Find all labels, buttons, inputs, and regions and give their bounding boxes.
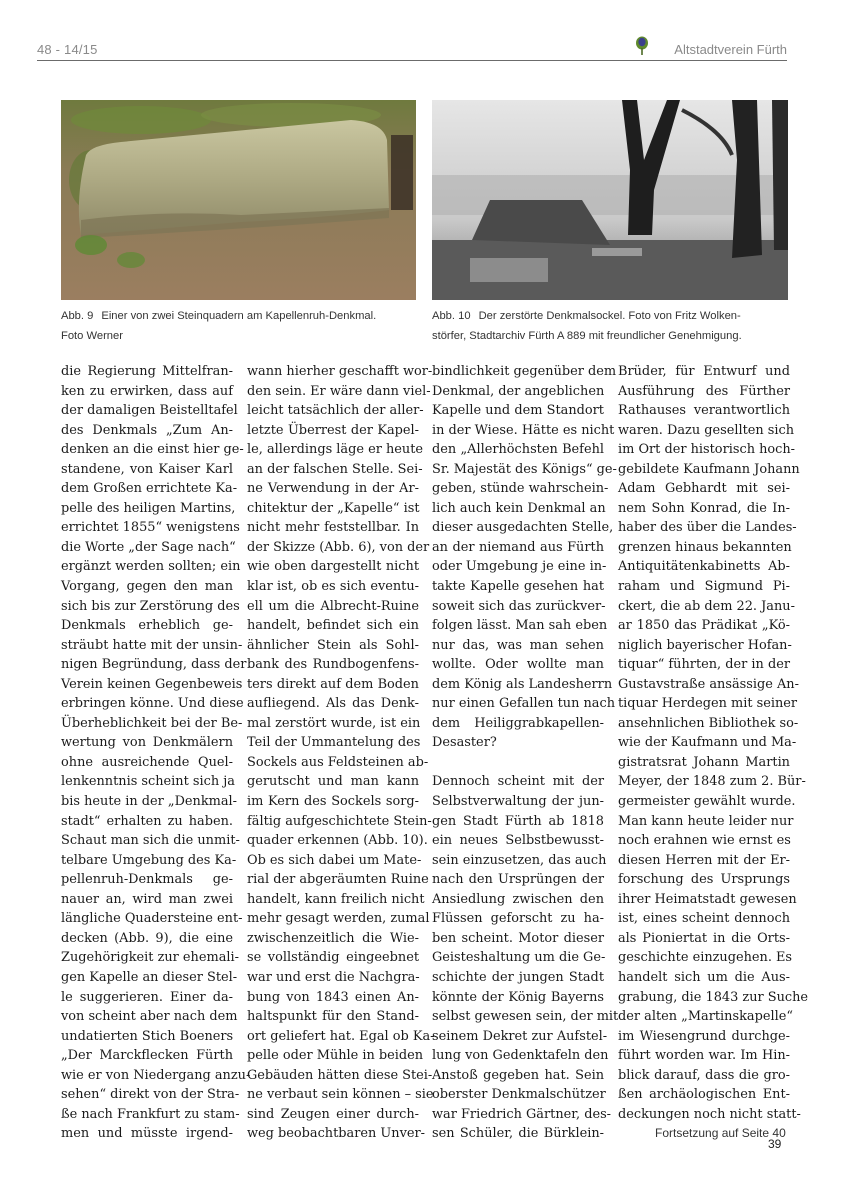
text-line: waren. Dazu gesellten sich bbox=[618, 422, 795, 438]
text-line: Ob es sich dabei um Mate- bbox=[247, 852, 422, 868]
text-line: men und müsste irgend- bbox=[61, 1126, 233, 1142]
text-line: wertung von Denkmälern bbox=[61, 735, 233, 751]
text-line: pellenruh-Denkmals ge- bbox=[61, 872, 233, 888]
text-line: zwischenzeitlich die Wie- bbox=[247, 930, 419, 946]
text-line: chitektur der „Kapelle“ ist bbox=[247, 500, 420, 516]
text-line: die Regierung Mittelfran- bbox=[61, 364, 233, 379]
text-line: dem Großen errichtete Ka- bbox=[61, 481, 238, 497]
text-line: sträubt hatte mit der unsin- bbox=[61, 637, 243, 653]
text-line: schichte der jungen Stadt bbox=[432, 969, 604, 985]
text-line: der Skizze (Abb. 6), von der bbox=[247, 539, 430, 555]
text-line: blick darauf, dass die gro- bbox=[618, 1067, 790, 1083]
text-line: im Ort der historisch hoch- bbox=[618, 442, 796, 458]
text-line: bis heute in der „Denkmal- bbox=[61, 794, 238, 810]
text-line: führt worden war. Im Hin- bbox=[618, 1048, 790, 1064]
text-line: standene, von Kaiser Karl bbox=[61, 461, 233, 477]
caption-text: Der zerstörte Denkmalsockel. Foto von Fritz Wolken- bbox=[478, 310, 741, 322]
text-column-3 bbox=[432, 362, 619, 1144]
caption-text: Einer von zwei Steinquadern am Kapellenruh-Denkmal. bbox=[101, 310, 377, 322]
text-line: im Wiesengrund durchge- bbox=[618, 1028, 790, 1044]
text-line: Überheblichkeit bei der Be- bbox=[61, 715, 243, 731]
text-line: se vollständig eingeebnet bbox=[247, 950, 419, 966]
text-line: wie er von Niedergang anzu- bbox=[61, 1067, 251, 1083]
brand-name: Altstadtverein Fürth bbox=[674, 42, 787, 57]
text-line: letzte Überrest der Kapel- bbox=[247, 422, 419, 438]
figure-label: Abb. 10 bbox=[432, 310, 471, 322]
text-line: leicht tatsächlich der aller- bbox=[247, 403, 424, 419]
text-column-4 bbox=[618, 362, 809, 1124]
text-line: wollte. Oder wollte man bbox=[432, 657, 604, 673]
text-line: ters direkt auf dem Boden bbox=[247, 676, 419, 692]
text-line: erbringen könne. Und diese bbox=[61, 696, 244, 712]
text-line: Ansiedlung zwischen den bbox=[432, 891, 604, 907]
text-line: Desaster? bbox=[432, 735, 497, 751]
text-line: Verein keinen Gegenbeweis bbox=[61, 676, 243, 692]
text-line: Gebäuden hätten diese Stei- bbox=[247, 1067, 433, 1083]
text-line: Sr. Majestät des Königs“ ge- bbox=[432, 461, 617, 477]
text-line: ihrer Heimatstadt gewesen bbox=[618, 891, 797, 907]
text-line: sich bis zur Zerstörung des bbox=[61, 598, 240, 614]
text-line: Vorgang, gegen den man bbox=[61, 579, 233, 595]
text-line: denken an die einst hier ge- bbox=[61, 442, 244, 458]
text-line: Kapelle und dem Standort bbox=[432, 403, 604, 419]
text-line: errichtet 1855“ wenigstens bbox=[61, 520, 240, 536]
text-line: fältig aufgeschichtete Stein- bbox=[247, 813, 432, 829]
figure-10-caption bbox=[432, 306, 792, 346]
text-line: Denkmals erheblich ge- bbox=[61, 618, 233, 634]
caption-credit: Foto Werner bbox=[61, 330, 123, 342]
text-line: die Worte „der Sage nach“ bbox=[61, 539, 236, 555]
text-line: quader erkennen (Abb. 10). bbox=[247, 833, 428, 849]
text-line: grenzen hinaus bekannten bbox=[618, 539, 792, 555]
figure-10-photo bbox=[432, 100, 788, 300]
text-line: seinem Dekret zur Aufstel- bbox=[432, 1028, 608, 1044]
text-line: niglich bayerischer Hofan- bbox=[618, 637, 792, 653]
text-line: „Der Marckflecken Fürth bbox=[61, 1048, 233, 1064]
text-line: Man kann heute leider nur bbox=[618, 813, 794, 829]
text-line: ar 1850 das Prädikat „Kö- bbox=[618, 618, 790, 634]
text-line: wann hierher geschafft wor- bbox=[247, 364, 433, 379]
text-line: handelt, kann freilich nicht bbox=[247, 891, 425, 907]
text-line: ken zu erwirken, dass auf bbox=[61, 383, 233, 399]
text-line: takte Kapelle gesehen hat bbox=[432, 579, 604, 595]
text-line: den sein. Er wäre dann viel- bbox=[247, 383, 431, 399]
text-line: Denkmal, der angeblichen bbox=[432, 383, 605, 399]
text-line: den „Allerhöchsten Befehl bbox=[432, 442, 604, 458]
text-line: lung von Gedenktafeln den bbox=[432, 1048, 609, 1064]
tree-logo-icon bbox=[635, 36, 649, 56]
text-line: noch erahnen wie ernst es bbox=[618, 833, 791, 849]
text-line: nach den Ursprüngen der bbox=[432, 872, 604, 888]
text-line: im Kern des Sockels sorg- bbox=[247, 794, 419, 810]
text-line: decken (Abb. 9), die eine bbox=[61, 930, 233, 946]
text-line: bank des Rundbogenfens- bbox=[247, 657, 419, 673]
text-line: sein einzusetzen, das auch bbox=[432, 852, 607, 868]
text-line: an der niemand aus Fürth bbox=[432, 539, 604, 555]
text-line: tiquar“ führten, der in der bbox=[618, 657, 790, 673]
text-line: ßen archäologischen Ent- bbox=[618, 1087, 790, 1103]
text-line: le, allerdings läge er heute bbox=[247, 442, 424, 458]
issue-number: 48 - 14/15 bbox=[37, 42, 98, 57]
text-line: in der Wiese. Hätte es nicht bbox=[432, 422, 615, 438]
text-line: geschichte einzugehen. Es bbox=[618, 950, 793, 966]
text-line: ein neues Selbstbewusst- bbox=[432, 833, 604, 849]
text-line: nur das, was man sehen bbox=[432, 637, 604, 653]
text-column-1 bbox=[61, 362, 251, 1144]
text-line: klar ist, ob es sich eventu- bbox=[247, 579, 419, 595]
text-line: Zugehörigkeit zur ehemali- bbox=[61, 950, 240, 966]
text-line: Antiquitätenkabinetts Ab- bbox=[618, 559, 790, 575]
text-line: nur einen Gefallen tun nach bbox=[432, 696, 615, 712]
text-line: ne Verwendung in der Ar- bbox=[247, 481, 419, 497]
text-line: des Denkmals „Zum An- bbox=[61, 422, 233, 438]
text-line: gen Stadt Fürth ab 1818 bbox=[432, 813, 604, 829]
text-line: als Pioniertat in die Orts- bbox=[618, 930, 790, 946]
text-line: undatierten Stich Boeners bbox=[61, 1028, 234, 1044]
text-line: gistratsrat Johann Martin bbox=[618, 754, 790, 770]
text-line: Teil der Ummantelung des bbox=[247, 735, 421, 751]
text-line: ne verbaut sein können – sie bbox=[247, 1087, 434, 1103]
text-line: Ausführung des Fürther bbox=[618, 383, 790, 399]
text-line: deckungen noch nicht statt- bbox=[618, 1106, 801, 1122]
text-line: Brüder, für Entwurf und bbox=[618, 364, 790, 379]
text-line: handelt, befindet sich ein bbox=[247, 618, 419, 634]
text-line: grabung, die 1843 zur Suche bbox=[618, 989, 809, 1005]
page-number: 39 bbox=[768, 1137, 782, 1151]
text-line: stadt“ erhalten zu haben. bbox=[61, 813, 233, 829]
text-line: oberster Denkmalschützer bbox=[432, 1087, 606, 1103]
text-line: lenkenntnis scheint sich ja bbox=[61, 774, 235, 790]
text-line: Selbstverwaltung der jun- bbox=[432, 794, 604, 810]
paragraph-gap bbox=[432, 753, 604, 773]
text-line: der damaligen Beistelltafel bbox=[61, 403, 238, 419]
text-line: selbst gewesen sein, der mit bbox=[432, 1009, 619, 1025]
figure-9-caption bbox=[61, 306, 421, 346]
text-line: raham und Sigmund Pi- bbox=[618, 579, 790, 595]
text-line: Schaut man sich die unmit- bbox=[61, 833, 240, 849]
text-line: germeister gewählt wurde. bbox=[618, 794, 796, 810]
text-line: dieser ausgedachten Stelle, bbox=[432, 520, 614, 536]
text-line: wie der Kaufmann und Ma- bbox=[618, 735, 797, 751]
page-header bbox=[37, 38, 787, 61]
text-line: ben scheint. Motor dieser bbox=[432, 930, 604, 946]
text-line: nigen Begründung, dass der bbox=[61, 657, 247, 673]
text-line: Flüssen geforscht zu ha- bbox=[432, 911, 604, 927]
text-line: haber des über die Landes- bbox=[618, 520, 797, 536]
text-line: an der falschen Stelle. Sei- bbox=[247, 461, 423, 477]
text-line: pelle des heiligen Martins, bbox=[61, 500, 236, 516]
text-line: bung von 1843 einen An- bbox=[247, 989, 419, 1005]
text-line: mal zerstört wurde, ist ein bbox=[247, 715, 421, 731]
text-line: Geisteshaltung um die Ge- bbox=[432, 950, 606, 966]
text-line: ist, eines scheint dennoch bbox=[618, 911, 790, 927]
text-line: gen Kapelle an dieser Stel- bbox=[61, 969, 238, 985]
text-line: sen Schüler, die Bürklein- bbox=[432, 1126, 604, 1142]
text-line: Anstoß gegeben hat. Sein bbox=[432, 1067, 604, 1083]
text-line: gebildete Kaufmann Johann bbox=[618, 461, 800, 477]
text-line: nem Sohn Konrad, die In- bbox=[618, 500, 790, 516]
text-line: ergänzt werden sollten; ein bbox=[61, 559, 241, 575]
text-line: pelle oder Mühle in beiden bbox=[247, 1048, 424, 1064]
text-line: ße nach Frankfurt zu stam- bbox=[61, 1106, 240, 1122]
text-line: folgen lässt. Man sah eben bbox=[432, 618, 608, 634]
text-line: le suggerieren. Einer da- bbox=[61, 989, 233, 1005]
text-line: längliche Quadersteine ent- bbox=[61, 911, 243, 927]
text-line: forschung des Ursprungs bbox=[618, 872, 790, 888]
text-line: rial der abgeräumten Ruine bbox=[247, 872, 429, 888]
text-line: ell um die Albrecht-Ruine bbox=[247, 598, 419, 614]
text-line: ohne ausreichende Quel- bbox=[61, 754, 233, 770]
text-line: oder Umgebung je eine in- bbox=[432, 559, 607, 575]
text-line: nicht mehr feststellbar. In bbox=[247, 520, 419, 536]
text-line: Adam Gebhardt mit sei- bbox=[618, 481, 790, 497]
text-line: ansehnlichen Bibliothek so- bbox=[618, 715, 799, 731]
caption-credit: störfer, Stadtarchiv Fürth A 889 mit freundlicher Genehmigung. bbox=[432, 330, 742, 342]
figure-label: Abb. 9 bbox=[61, 310, 94, 322]
text-line: dem König als Landesherrn bbox=[432, 676, 613, 692]
text-line: handelt sich um die Aus- bbox=[618, 969, 790, 985]
text-line: der alten „Martinskapelle“ bbox=[618, 1009, 793, 1025]
text-line: könnte der König Bayerns bbox=[432, 989, 604, 1005]
text-line: telbare Umgebung des Ka- bbox=[61, 852, 237, 868]
text-line: haltspunkt für den Stand- bbox=[247, 1009, 419, 1025]
text-line: dem Heiliggrabkapellen- bbox=[432, 715, 604, 731]
text-line: lich auch kein Denkmal an bbox=[432, 500, 606, 516]
text-line: weg beobachtbaren Unver- bbox=[247, 1126, 426, 1142]
text-line: war und erst die Nachgra- bbox=[247, 969, 420, 985]
text-line: ähnlicher Stein als Sohl- bbox=[247, 637, 419, 653]
continuation-note: Fortsetzung auf Seite 40 bbox=[655, 1126, 786, 1140]
text-line: von scheint aber nach dem bbox=[61, 1009, 238, 1025]
text-line: diesen Herren mit der Er- bbox=[618, 852, 790, 868]
text-line: bindlichkeit gegenüber dem bbox=[432, 364, 617, 379]
text-line: war Friedrich Gärtner, des- bbox=[432, 1106, 612, 1122]
text-line: Gustavstraße ansässige An- bbox=[618, 676, 799, 692]
text-line: gerutscht und man kann bbox=[247, 774, 419, 790]
text-line: sehen“ direkt von der Stra- bbox=[61, 1087, 240, 1103]
text-line: tiquar Herdegen mit seiner bbox=[618, 696, 798, 712]
text-line: ort geliefert hat. Egal ob Ka- bbox=[247, 1028, 435, 1044]
text-line: ckert, die ab dem 22. Janu- bbox=[618, 598, 795, 614]
text-line: soweit sich das zurückver- bbox=[432, 598, 606, 614]
text-column-2 bbox=[247, 362, 435, 1144]
text-line: wie oben dargestellt nicht bbox=[247, 559, 419, 575]
text-line: Meyer, der 1848 zum 2. Bür- bbox=[618, 774, 806, 790]
text-line: aufliegend. Als das Denk- bbox=[247, 696, 419, 712]
text-line: Dennoch scheint mit der bbox=[432, 774, 604, 790]
text-line: Sockels aus Feldsteinen ab- bbox=[247, 754, 429, 770]
text-line: nauer an, wird man zwei bbox=[61, 891, 233, 907]
text-line: Rathauses verantwortlich bbox=[618, 403, 790, 419]
figure-9-photo bbox=[61, 100, 416, 300]
text-line: sind Zeugen einer durch- bbox=[247, 1106, 419, 1122]
text-line: mehr gesagt werden, zumal bbox=[247, 911, 430, 927]
text-line: geben, stünde wahrschein- bbox=[432, 481, 609, 497]
